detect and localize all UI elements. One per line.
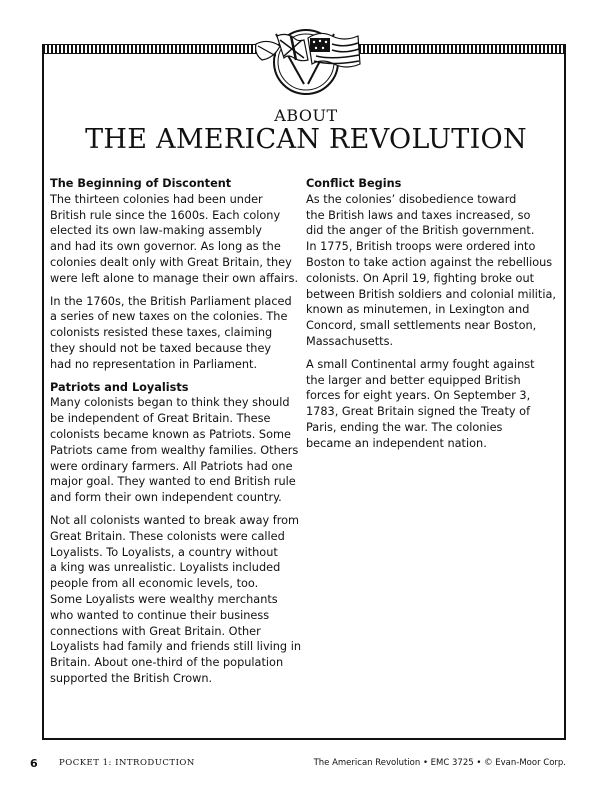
text-line: colonies dealt only with Great Britain, they [50, 255, 292, 269]
text-line: In the 1760s, the British Parliament placed [50, 294, 292, 308]
footer-copyright: The American Revolution • EMC 3725 • © Evan-Moor Corp. [313, 758, 566, 768]
text-line: elected its own law-making assembly [50, 224, 262, 238]
text-line: Patriots came from wealthy families. Others [50, 443, 299, 457]
paragraph [50, 192, 298, 287]
text-line: Great Britain. These colonists were called [50, 529, 285, 543]
text-line: be independent of Great Britain. These [50, 412, 271, 426]
text-line: the larger and better equipped British [306, 373, 521, 387]
text-line: known as minutemen, in Lexington and [306, 303, 530, 317]
text-line: they should not be taxed because they [50, 341, 272, 355]
text-line: Loyalists. To Loyalists, a country without [50, 545, 278, 559]
text-line: became an independent nation. [306, 436, 487, 450]
text-line: the British laws and taxes increased, so [306, 208, 531, 222]
text-line: a series of new taxes on the colonies. The [50, 310, 288, 324]
text-line: colonists became known as Patriots. Some [50, 427, 291, 441]
text-line: In 1775, British troops were ordered into [306, 240, 536, 254]
text-line: Some Loyalists were wealthy merchants [50, 592, 278, 606]
text-line: Not all colonists wanted to break away from [50, 513, 300, 527]
text-line: Concord, small settlements near Boston, [306, 319, 537, 333]
paragraph [50, 395, 298, 506]
text-line: connections with Great Britain. Other [50, 624, 261, 638]
text-line: had no representation in Parliament. [50, 357, 258, 371]
text-line: were ordinary farmers. All Patriots had one [50, 459, 293, 473]
paragraph [50, 513, 301, 687]
right-column [306, 176, 554, 459]
text-line: Boston to take action against the rebellious [306, 255, 553, 269]
text-line: Paris, ending the war. The colonies [306, 420, 503, 434]
text-line: and form their own independent country. [50, 491, 282, 505]
paragraph [306, 192, 554, 350]
text-line: The thirteen colonies had been under [50, 192, 263, 206]
page-title: THE AMERICAN REVOLUTION [85, 124, 527, 155]
footer-section-label: POCKET 1: INTRODUCTION [59, 758, 195, 768]
section-heading-beginning-of-discontent: The Beginning of Discontent [50, 177, 232, 190]
decorative-border-left [42, 44, 270, 54]
text-line: and had its own governor. As long as the [50, 240, 281, 254]
text-line: Many colonists began to think they should [50, 396, 290, 410]
paragraph [306, 357, 554, 452]
text-line: As the colonies’ disobedience toward [306, 192, 517, 206]
text-line: British rule since the 1600s. Each colony [50, 208, 281, 222]
section-heading-patriots-and-loyalists: Patriots and Loyalists [50, 380, 189, 394]
text-line: 1783, Great Britain signed the Treaty of [306, 405, 531, 419]
title-about: ABOUT [274, 106, 338, 125]
left-column [50, 176, 301, 694]
text-line: colonists. On April 19, fighting broke out [306, 271, 535, 285]
text-line: colonists resisted these taxes, claiming [50, 326, 273, 340]
text-line: major goal. They wanted to end British rule [50, 475, 296, 489]
text-line: did the anger of the British government. [306, 224, 535, 238]
text-line: Massachusetts. [306, 334, 394, 348]
text-line: supported the British Crown. [50, 671, 213, 685]
flags-emblem-icon [246, 24, 366, 100]
page-number: 6 [30, 757, 38, 770]
text-line: a king was unrealistic. Loyalists included [50, 561, 281, 575]
text-line: were left alone to manage their own affairs. [50, 271, 299, 285]
paragraph [50, 294, 298, 373]
text-line: Loyalists had family and friends still living in [50, 640, 301, 654]
text-line: between British soldiers and colonial militia, [306, 287, 556, 301]
text-line: A small Continental army fought against [306, 357, 535, 371]
section-heading-conflict-begins: Conflict Begins [306, 177, 402, 190]
text-line: Britain. About one-third of the population [50, 656, 284, 670]
decorative-border-right [338, 44, 566, 54]
text-line: forces for eight years. On September 3, [306, 389, 531, 403]
text-line: people from all economic levels, too. [50, 577, 259, 591]
text-line: who wanted to continue their business [50, 608, 270, 622]
